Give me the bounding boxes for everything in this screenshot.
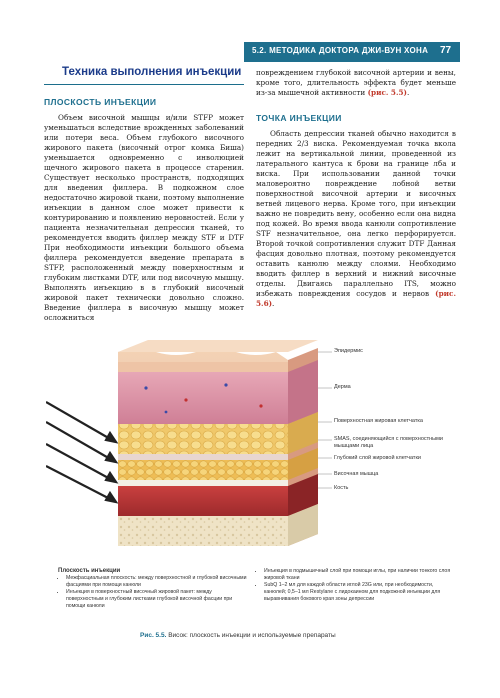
label-smas: SMAS, соединяющийся с поверхностными мышцами лица	[334, 436, 443, 449]
legend-item: • Межфасциальная плоскость: между поверхностной и глубокой височными фасциями при помощи канюли	[66, 575, 248, 589]
right-top-body: повреждением глубокой височной артерии и вены, кроме того, длительность эффекта будет меньше из-за мышечной активности	[256, 68, 456, 97]
skin-cross-section-figure	[46, 340, 466, 570]
legend-item: • Инъекция в поверхностный височный жировой пакет: между поверхностным и глубоким листками глубокой височной фасции при помощи канюли	[66, 589, 248, 610]
left-subheading: ПЛОСКОСТЬ ИНЪЕКЦИИ	[44, 97, 157, 107]
section-title: Техника выполнения инъекции	[62, 66, 242, 78]
label-bone: Кость	[334, 485, 349, 491]
figure-reference-5-5: (рис. 5.5)	[367, 88, 407, 97]
label-dermis: Дерма	[334, 384, 351, 390]
running-title: 5.2. МЕТОДИКА ДОКТОРА ДЖИ-ВУН ХОНА	[252, 46, 429, 55]
right-top-paragraph	[256, 68, 456, 98]
right-paragraph-body: Область депрессии тканей обычно находится в передних 2/3 виска. Рекомендуемая точка вкола лежит на вертикальной линии, проведенной из латерального кантуса к брови на границе лба и виска. При использовании данной точки маловероятно повреждение лобной ветви поверхностной височной артерии и височных ветвей лицевого нерва. Кроме того, при инъекции важно не повредить вену, особенно если она видна под кожей. Во время ввода канюли сопротивление STF незначительное, она легко перфорируется. Второй точкой сопротивления служит DTF Данная фасция довольно плотная, поэтому рекомендуется оставить канюлю между слоями. Необходимо вводить филлер в верхний и нижний височные отделы. Двигаясь параллельно ITS, можно избежать повреждения сосудов и нервов	[256, 129, 456, 298]
title-divider	[44, 84, 244, 85]
legend-item: • SubQ 1–2 мл для каждой области иглой 23G или, при необходимости, канюлей; 0,5–1 мл Restylane с лидокаином для подкожной инъекции для выравнивания бокового края зоны депрессии	[264, 582, 456, 603]
figure-reference-5-6: (рис. 5.6)	[256, 289, 456, 308]
label-deep-fat: Глубокий слой жировой клетчатки	[334, 455, 421, 461]
legend-item: • Инъекция в подмышечный слой при помощи иглы, при наличии тонкого слоя жировой ткани	[264, 568, 456, 582]
left-paragraph	[44, 113, 244, 323]
figure-legend-left	[58, 568, 248, 610]
left-paragraph-text: Объем височной мышцы и/или STFP может уменьшаться вследствие врожденных заболеваний или потери веса. Объем глубокого височного жирового пакета (височный отрог комка Биша) уменьшается одновременно с инволюцией щечного жирового пакета в процессе старения. Существует несколько пространств, подходящих для введения филлера. В подкожном слое недостаточно жировой ткани, поэтому выполнение инъекции в данном слое может привести к контурированию и появлению неровностей. Если у пациента незначительная депрессия тканей, то рекомендуется вводить филлер между STF и DTF При необходимости инъекции большого объема филлера рекомендуется введение препарата в STFP, расположенный между поверхностным и глубоким листками DTF, или под височную мышцу. Выполнять инъекцию в в глубокий височный жировой пакет технически довольно сложно. Введение филлера в височную мышцу может осложниться	[44, 113, 244, 322]
legend-list-right	[256, 568, 456, 603]
legend-title: Плоскость инъекции	[58, 568, 121, 574]
caption-number: Рис. 5.5.	[140, 632, 167, 639]
caption-text: Висок: плоскость инъекции и используемые препараты	[168, 632, 336, 639]
label-leaders	[318, 352, 332, 488]
skin-block-side	[288, 348, 318, 546]
label-superficial-fat: Поверхностная жировая клетчатка	[334, 418, 423, 424]
label-epidermis: Эпидермис	[334, 348, 363, 354]
right-subheading: ТОЧКА ИНЪЕКЦИИ	[256, 113, 342, 123]
legend-list-left	[58, 575, 248, 610]
page-number: 77	[440, 45, 452, 56]
injection-arrows	[46, 402, 116, 502]
figure-legend-right	[256, 568, 456, 603]
right-paragraph	[256, 129, 456, 309]
right-top-text: повреждением глубокой височной артерии и вены, кроме того, длительность эффекта будет меньше из-за мышечной активности (рис. 5.5).	[256, 68, 456, 97]
figure-caption	[140, 632, 336, 639]
skin-surface-top	[118, 340, 318, 352]
right-paragraph-text: Область депрессии тканей обычно находится в передних 2/3 виска. Рекомендуемая точка вкола лежит на вертикальной линии, проведенной из латерального кантуса к брови на границе лба и виска. При использовании данной точки маловероятно повреждение лобной ветви поверхностной височной артерии и височных ветвей лицевого нерва. Кроме того, при инъекции важно не повредить вену, особенно если она видна под кожей. Во время ввода канюли сопротивление STF незначительное, она легко перфорируется. Второй точкой сопротивления служит DTF Данная фасция довольно плотная, поэтому рекомендуется оставить канюлю между слоями. Необходимо вводить филлер в верхний и нижний височные отделы. Двигаясь параллельно ITS, можно избежать повреждения сосудов и нервов (рис. 5.6).	[256, 129, 456, 308]
label-temporal-muscle: Височная мышца	[334, 471, 379, 477]
skin-block-front	[118, 349, 288, 546]
